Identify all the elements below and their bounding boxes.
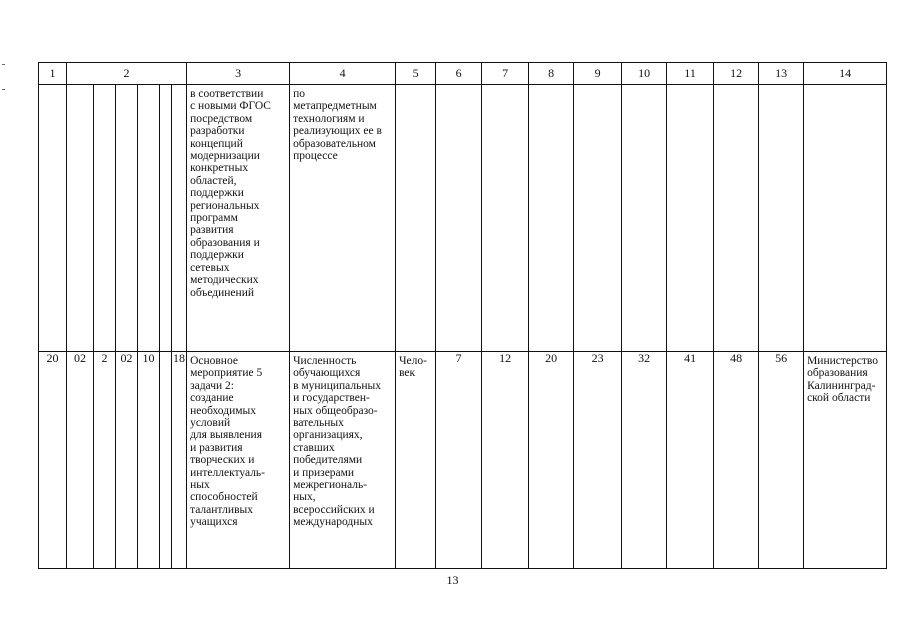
code-cell: 2 bbox=[94, 352, 116, 569]
header-cell: 9 bbox=[574, 63, 622, 85]
header-cell: 4 bbox=[290, 63, 396, 85]
header-cell: 2 bbox=[67, 63, 187, 85]
code-cell: 18 bbox=[172, 352, 187, 569]
unit-text: Чело- век bbox=[399, 355, 427, 380]
measure-description-text: в соответствии с новыми ФГОС посредством разработки концепций модернизации конкретных областей, поддержки региональных программ развития образования и поддержки сетевых методических объединений bbox=[190, 88, 271, 299]
value-cell: 41 bbox=[667, 352, 714, 569]
page-number: 13 bbox=[446, 573, 459, 587]
header-row bbox=[39, 63, 887, 85]
empty-cell bbox=[436, 85, 482, 352]
empty-cell bbox=[574, 85, 622, 352]
header-cell: 8 bbox=[529, 63, 574, 85]
code-cell: 02 bbox=[116, 352, 138, 569]
empty-cell bbox=[160, 85, 172, 352]
unit-cell bbox=[396, 352, 436, 569]
header-cell: 13 bbox=[759, 63, 804, 85]
value-cell: 23 bbox=[574, 352, 622, 569]
empty-cell bbox=[714, 85, 759, 352]
header-cell: 3 bbox=[187, 63, 290, 85]
code-cell: 10 bbox=[138, 352, 160, 569]
scan-mark bbox=[2, 89, 5, 90]
header-cell: 12 bbox=[714, 63, 759, 85]
empty-cell bbox=[116, 85, 138, 352]
empty-cell bbox=[39, 85, 67, 352]
header-cell: 7 bbox=[482, 63, 529, 85]
empty-cell bbox=[172, 85, 187, 352]
empty-cell bbox=[138, 85, 160, 352]
measure-description-cell bbox=[187, 352, 290, 569]
empty-cell bbox=[667, 85, 714, 352]
header-cell: 6 bbox=[436, 63, 482, 85]
value-cell: 56 bbox=[759, 352, 804, 569]
responsible-text: Министерство образования Калининград- ской области bbox=[807, 355, 878, 405]
empty-cell bbox=[482, 85, 529, 352]
indicator-cell bbox=[290, 352, 396, 569]
indicator-text: Численность обучающихся в муниципальных и государствен- ных общеобразо- вательных организациях, ставших победителями и призерами межрегиональ- ных, всероссийских и международных bbox=[293, 355, 381, 529]
empty-cell bbox=[396, 85, 436, 352]
value-cell: 20 bbox=[529, 352, 574, 569]
empty-cell bbox=[529, 85, 574, 352]
empty-cell bbox=[160, 352, 172, 569]
header-cell: 10 bbox=[622, 63, 667, 85]
empty-cell bbox=[67, 85, 94, 352]
table-row bbox=[39, 85, 887, 352]
indicator-cell bbox=[290, 85, 396, 352]
indicator-text: по метапредметным технологиям и реализующих ее в образовательном процессе bbox=[293, 88, 382, 163]
header-cell: 5 bbox=[396, 63, 436, 85]
measure-description-text: Основное мероприятие 5 задачи 2: создание необходимых условий для выявления и развития творческих и интеллектуаль- ных способностей талантливых учащихся bbox=[190, 355, 266, 529]
empty-cell bbox=[622, 85, 667, 352]
code-cell: 02 bbox=[67, 352, 94, 569]
header-cell: 11 bbox=[667, 63, 714, 85]
empty-cell bbox=[759, 85, 804, 352]
table-row bbox=[39, 352, 887, 569]
row-number-cell: 20 bbox=[39, 352, 67, 569]
header-cell: 14 bbox=[804, 63, 887, 85]
document-table bbox=[38, 62, 887, 569]
value-cell: 12 bbox=[482, 352, 529, 569]
empty-cell bbox=[94, 85, 116, 352]
header-cell: 1 bbox=[39, 63, 67, 85]
empty-cell bbox=[804, 85, 887, 352]
responsible-cell bbox=[804, 352, 887, 569]
scan-mark bbox=[2, 64, 5, 65]
value-cell: 48 bbox=[714, 352, 759, 569]
value-cell: 32 bbox=[622, 352, 667, 569]
value-cell: 7 bbox=[436, 352, 482, 569]
measure-description-cell bbox=[187, 85, 290, 352]
